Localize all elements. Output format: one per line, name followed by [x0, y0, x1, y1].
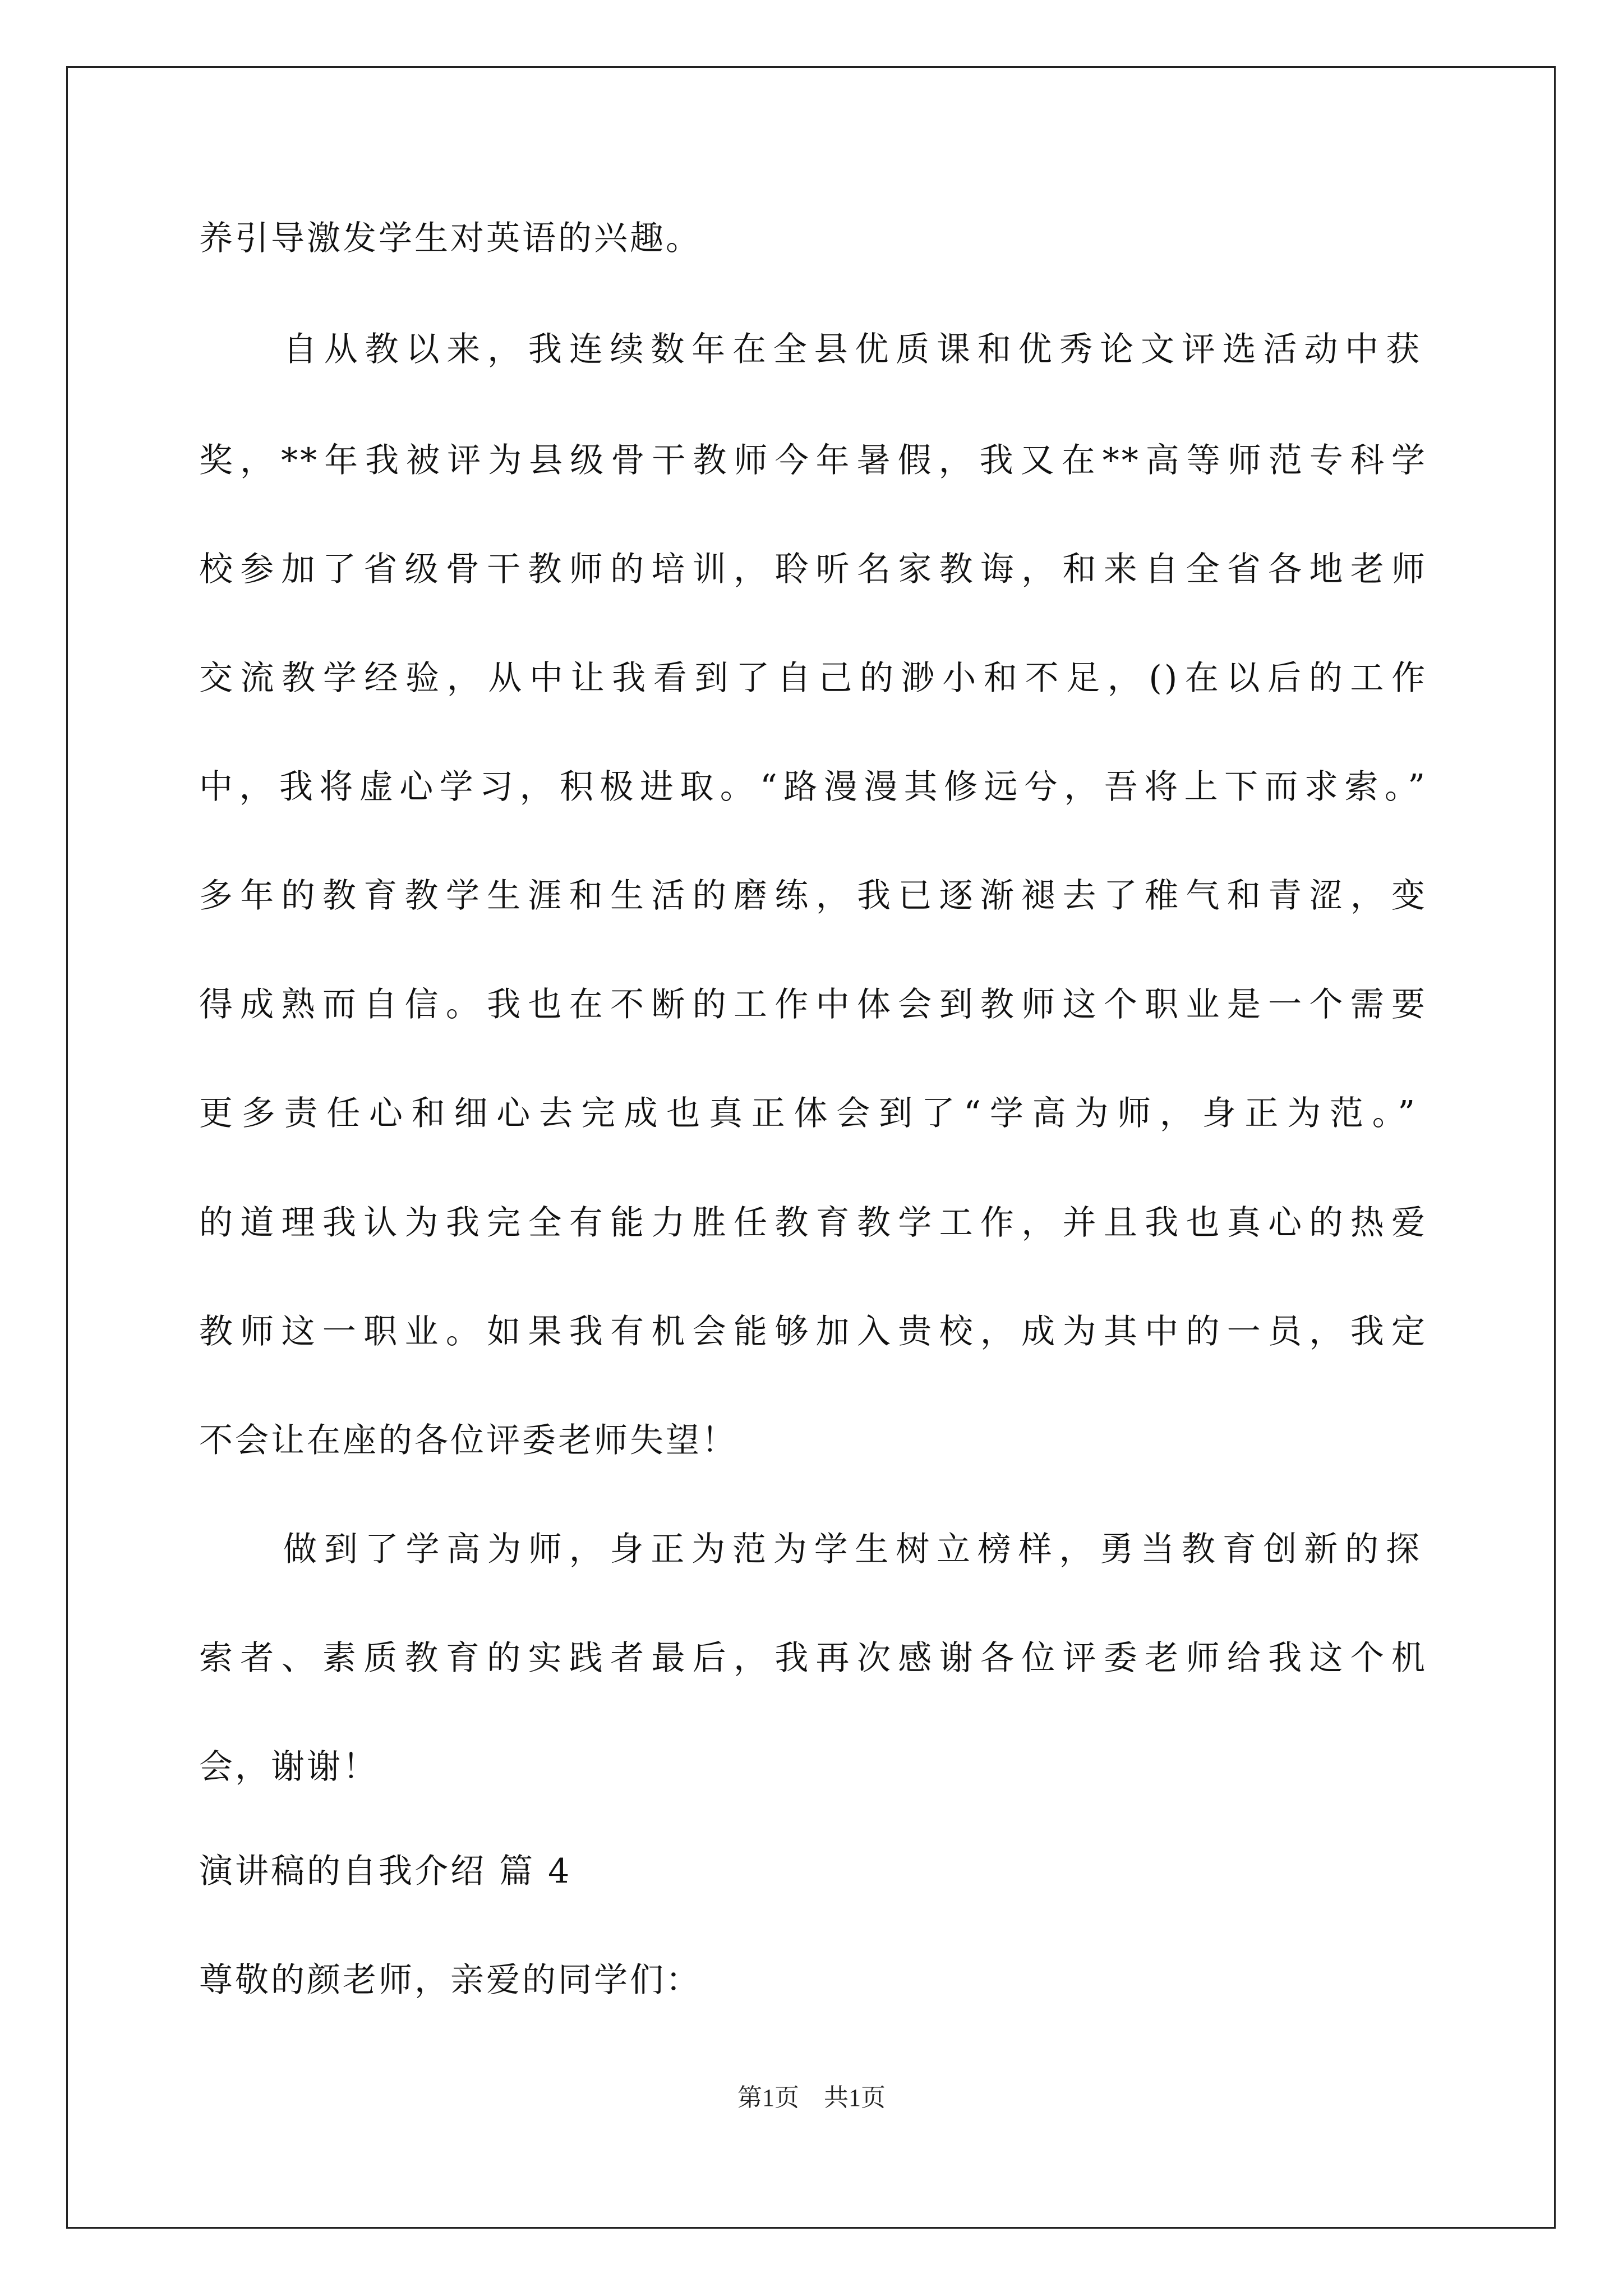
paragraph-line: 索者、素质教育的实践者最后，我再次感谢各位评委老师给我这个机: [199, 1639, 1427, 1678]
paragraph-line: 做到了学高为师，身正为范为学生树立榜样，勇当教育创新的探: [283, 1530, 1422, 1569]
page-border: [66, 66, 1556, 2229]
paragraph-line: 奖，**年我被评为县级骨干教师今年暑假，我又在**高等师范专科学: [199, 441, 1427, 480]
paragraph-line: 多年的教育教学生涯和生活的磨练，我已逐渐褪去了稚气和青涩，变: [199, 876, 1427, 915]
paragraph-line: 养引导激发学生对英语的兴趣。: [199, 219, 702, 258]
paragraph-line: 教师这一职业。如果我有机会能够加入贵校，成为其中的一员，我定: [199, 1312, 1427, 1351]
paragraph-line: 更多责任心和细心去完成也真正体会到了“学高为师，身正为范。”: [199, 1094, 1417, 1133]
paragraph-line: 中，我将虚心学习，积极进取。“路漫漫其修远兮，吾将上下而求索。”: [199, 767, 1427, 807]
page-footer: 第1页 共1页: [737, 2084, 886, 2111]
paragraph-line: 的道理我认为我完全有能力胜任教育教学工作，并且我也真心的热爱: [199, 1203, 1427, 1243]
paragraph-line: 会，谢谢！: [199, 1747, 379, 1787]
paragraph-line: 交流教学经验，从中让我看到了自己的渺小和不足，()在以后的工作: [199, 659, 1427, 698]
paragraph-line: 不会让在座的各位评委老师失望！: [199, 1421, 737, 1460]
section-heading: 演讲稿的自我介绍 篇 4: [199, 1852, 572, 1891]
paragraph-line: 自从教以来，我连续数年在全县优质课和优秀论文评选活动中获: [283, 330, 1422, 369]
paragraph-line: 校参加了省级骨干教师的培训，聆听名家教诲，和来自全省各地老师: [199, 550, 1427, 589]
paragraph-line: 得成熟而自信。我也在不断的工作中体会到教师这个职业是一个需要: [199, 985, 1427, 1024]
salutation-line: 尊敬的颜老师，亲爱的同学们：: [199, 1961, 702, 2000]
